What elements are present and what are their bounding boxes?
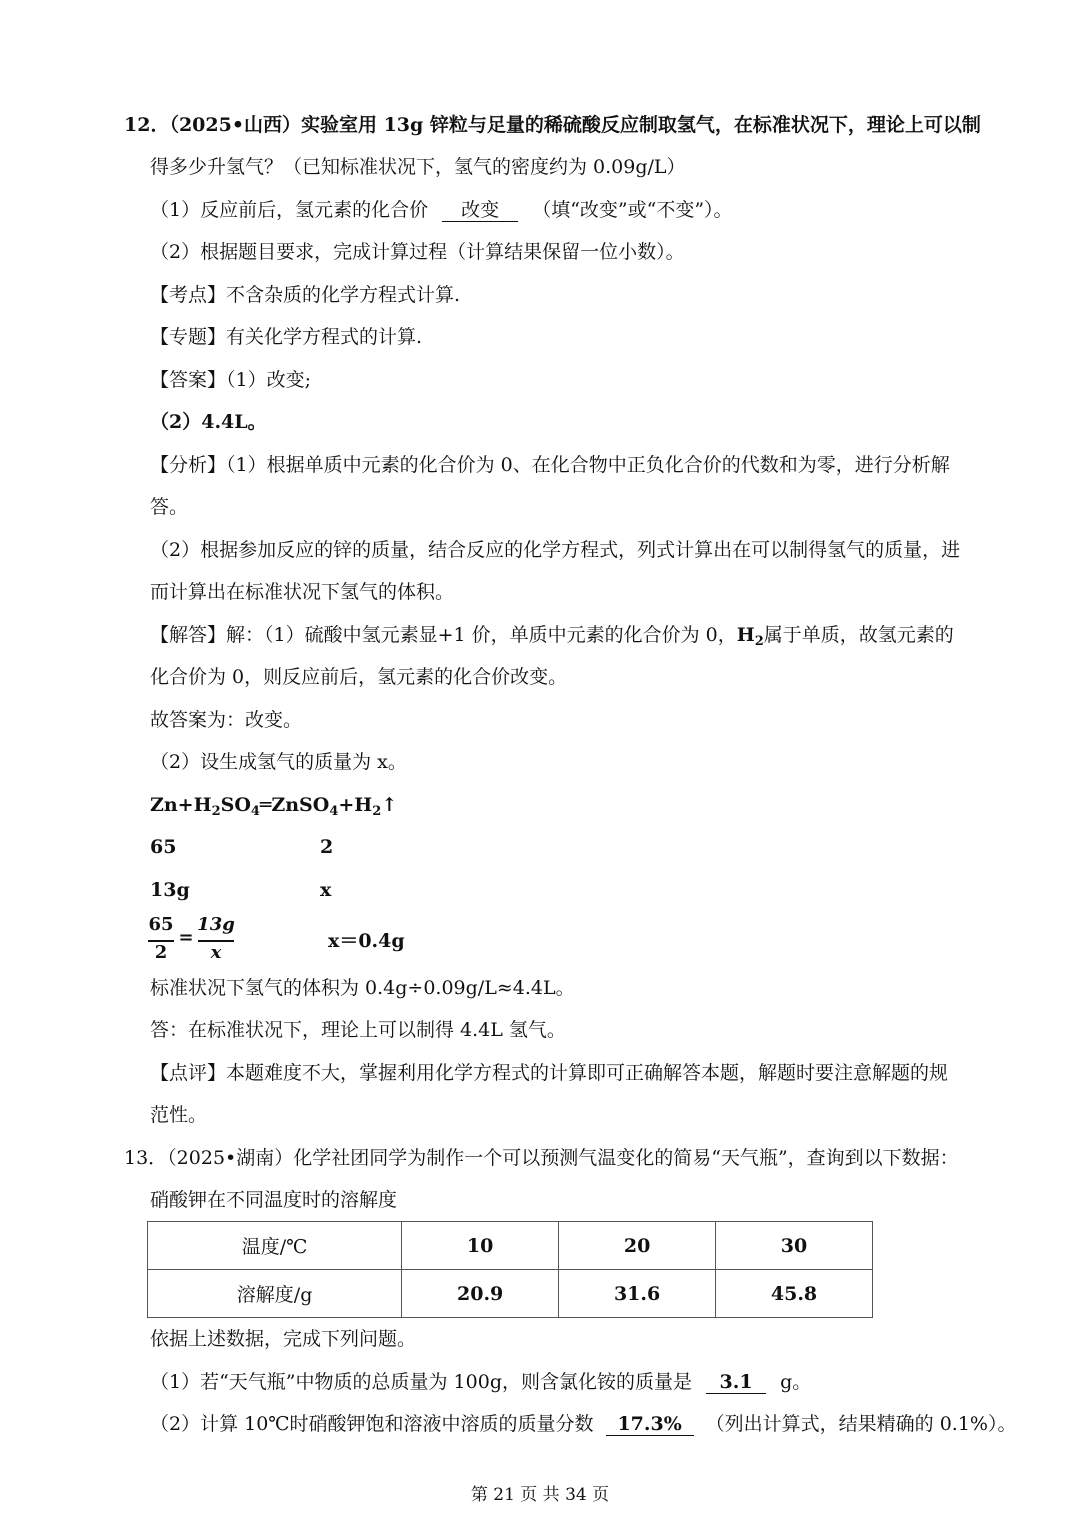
x-result: x＝0.4g bbox=[328, 930, 405, 952]
eq-sub-3: 4 bbox=[329, 804, 339, 819]
q13-part2 bbox=[150, 1411, 1016, 1437]
q12-comment-2: 范性。 bbox=[150, 1104, 208, 1126]
frac1-denominator: 2 bbox=[154, 942, 168, 963]
q12-part1-text: （1）反应前后，氢元素的化合价 bbox=[150, 199, 429, 221]
q12-part1-blank: 改变 bbox=[442, 199, 518, 222]
q12-part1-hint: （填“改变”或“不变”）。 bbox=[532, 199, 733, 221]
q12-solution-1-text: 【解答】解：（1）硫酸中氢元素显+1 价，单质中元素的化合价为 0， bbox=[150, 624, 737, 646]
q13-part2-blank: 17.3% bbox=[606, 1413, 694, 1436]
eq-zn: Zn+H bbox=[150, 794, 212, 816]
q12-solution-4: （2）设生成氢气的质量为 x。 bbox=[150, 751, 407, 773]
frac2-denominator: x bbox=[210, 942, 222, 963]
q13-intro: 依据上述数据，完成下列问题。 bbox=[150, 1328, 417, 1350]
q12-volume: 标准状况下氢气的体积为 0.4g÷0.09g/L≈4.4L。 bbox=[150, 977, 575, 999]
page-footer: 第 21 页 共 34 页 bbox=[470, 1485, 610, 1505]
q12-analysis-2: 答。 bbox=[150, 496, 189, 518]
eq-sub-4: 2 bbox=[372, 804, 382, 819]
q12-solution-1-tail: 属于单质，故氢元素的 bbox=[763, 624, 954, 646]
eq-sub-1: 2 bbox=[211, 804, 221, 819]
q13-part2-hint: （列出计算式，结果精确的 0.1%）。 bbox=[705, 1413, 1017, 1435]
eq-znso: ═ZnSO bbox=[259, 794, 330, 816]
q12-analysis-3: （2）根据参加反应的锌的质量，结合反应的化学方程式，列式计算出在可以制得氢气的质量，进 bbox=[150, 539, 961, 561]
eq-so: SO bbox=[220, 794, 251, 816]
q12-solution-3: 故答案为：改变。 bbox=[150, 709, 303, 731]
table-cell: 10 bbox=[402, 1222, 559, 1270]
q13-part2-text: （2）计算 10℃时硝酸钾饱和溶液中溶质的质量分数 bbox=[150, 1413, 594, 1435]
table-row bbox=[148, 1270, 873, 1318]
frac2-numerator: 13g bbox=[197, 914, 235, 935]
chemical-equation bbox=[150, 792, 397, 818]
table-cell: 20 bbox=[559, 1222, 716, 1270]
solubility-table bbox=[147, 1221, 873, 1318]
q12-part1 bbox=[150, 197, 733, 223]
frac1-numerator: 65 bbox=[148, 914, 174, 935]
q12-part2: （2）根据题目要求，完成计算过程（计算结果保留一位小数）。 bbox=[150, 241, 685, 263]
ratio-row2-right: x bbox=[320, 879, 332, 901]
q13-part1-text: （1）若“天气瓶”中物质的总质量为 100g，则含氯化铵的质量是 bbox=[150, 1371, 692, 1393]
q13-part1-blank: 3.1 bbox=[706, 1371, 766, 1394]
proportion-equation bbox=[146, 914, 246, 964]
q12-final-answer: 答：在标准状况下，理论上可以制得 4.4L 氢气。 bbox=[150, 1019, 566, 1041]
q12-solution-1 bbox=[150, 622, 954, 648]
table-row bbox=[148, 1222, 873, 1270]
eq-h: +H bbox=[338, 794, 373, 816]
q13-table-caption: 硝酸钾在不同温度时的溶解度 bbox=[150, 1189, 398, 1211]
q12-kaodian: 【考点】不含杂质的化学方程式计算. bbox=[150, 284, 461, 306]
q12-answer-2: （2）4.4L。 bbox=[150, 411, 267, 433]
ratio-row2-left: 13g bbox=[150, 879, 190, 901]
gas-arrow-icon: ↑ bbox=[381, 794, 398, 816]
q12-answer-1: 【答案】（1）改变; bbox=[150, 369, 311, 391]
q12-solution-2: 化合价为 0，则反应前后，氢元素的化合价改变。 bbox=[150, 666, 568, 688]
h2-formula bbox=[736, 624, 764, 649]
eq-sub-2: 4 bbox=[250, 804, 260, 819]
q12-zhuanti: 【专题】有关化学方程式的计算. bbox=[150, 326, 423, 348]
table-cell: 31.6 bbox=[559, 1270, 716, 1318]
table-cell: 30 bbox=[716, 1222, 873, 1270]
q12-comment-1: 【点评】本题难度不大，掌握利用化学方程式的计算即可正确解答本题，解题时要注意解题的规 bbox=[150, 1062, 949, 1084]
q13-line1: 13．（2025•湖南）化学社团同学为制作一个可以预测气温变化的简易“天气瓶”，查询到以下数据： bbox=[124, 1147, 959, 1169]
q12-line1: 12．（2025•山西）实验室用 13g 锌粒与足量的稀硫酸反应制取氢气，在标准状况下，理论上可以制 bbox=[124, 114, 981, 136]
h-symbol: H bbox=[736, 624, 755, 646]
q12-analysis-1: 【分析】（1）根据单质中元素的化合价为 0、在化合物中正负化合价的代数和为零，进行分析解 bbox=[150, 454, 950, 476]
table-cell: 溶解度/g bbox=[148, 1270, 402, 1318]
h2-subscript: 2 bbox=[754, 634, 764, 649]
q13-part1 bbox=[150, 1369, 811, 1395]
ratio-row1-left: 65 bbox=[150, 836, 177, 858]
ratio-row1-right: 2 bbox=[320, 836, 334, 858]
table-cell: 温度/℃ bbox=[148, 1222, 402, 1270]
table-cell: 45.8 bbox=[716, 1270, 873, 1318]
q13-part1-unit: g。 bbox=[780, 1371, 812, 1393]
table-cell: 20.9 bbox=[402, 1270, 559, 1318]
q12-line2: 得多少升氢气？（已知标准状况下，氢气的密度约为 0.09g/L） bbox=[150, 156, 686, 178]
q12-analysis-4: 而计算出在标准状况下氢气的体积。 bbox=[150, 581, 455, 603]
equals-sign: = bbox=[178, 927, 194, 948]
